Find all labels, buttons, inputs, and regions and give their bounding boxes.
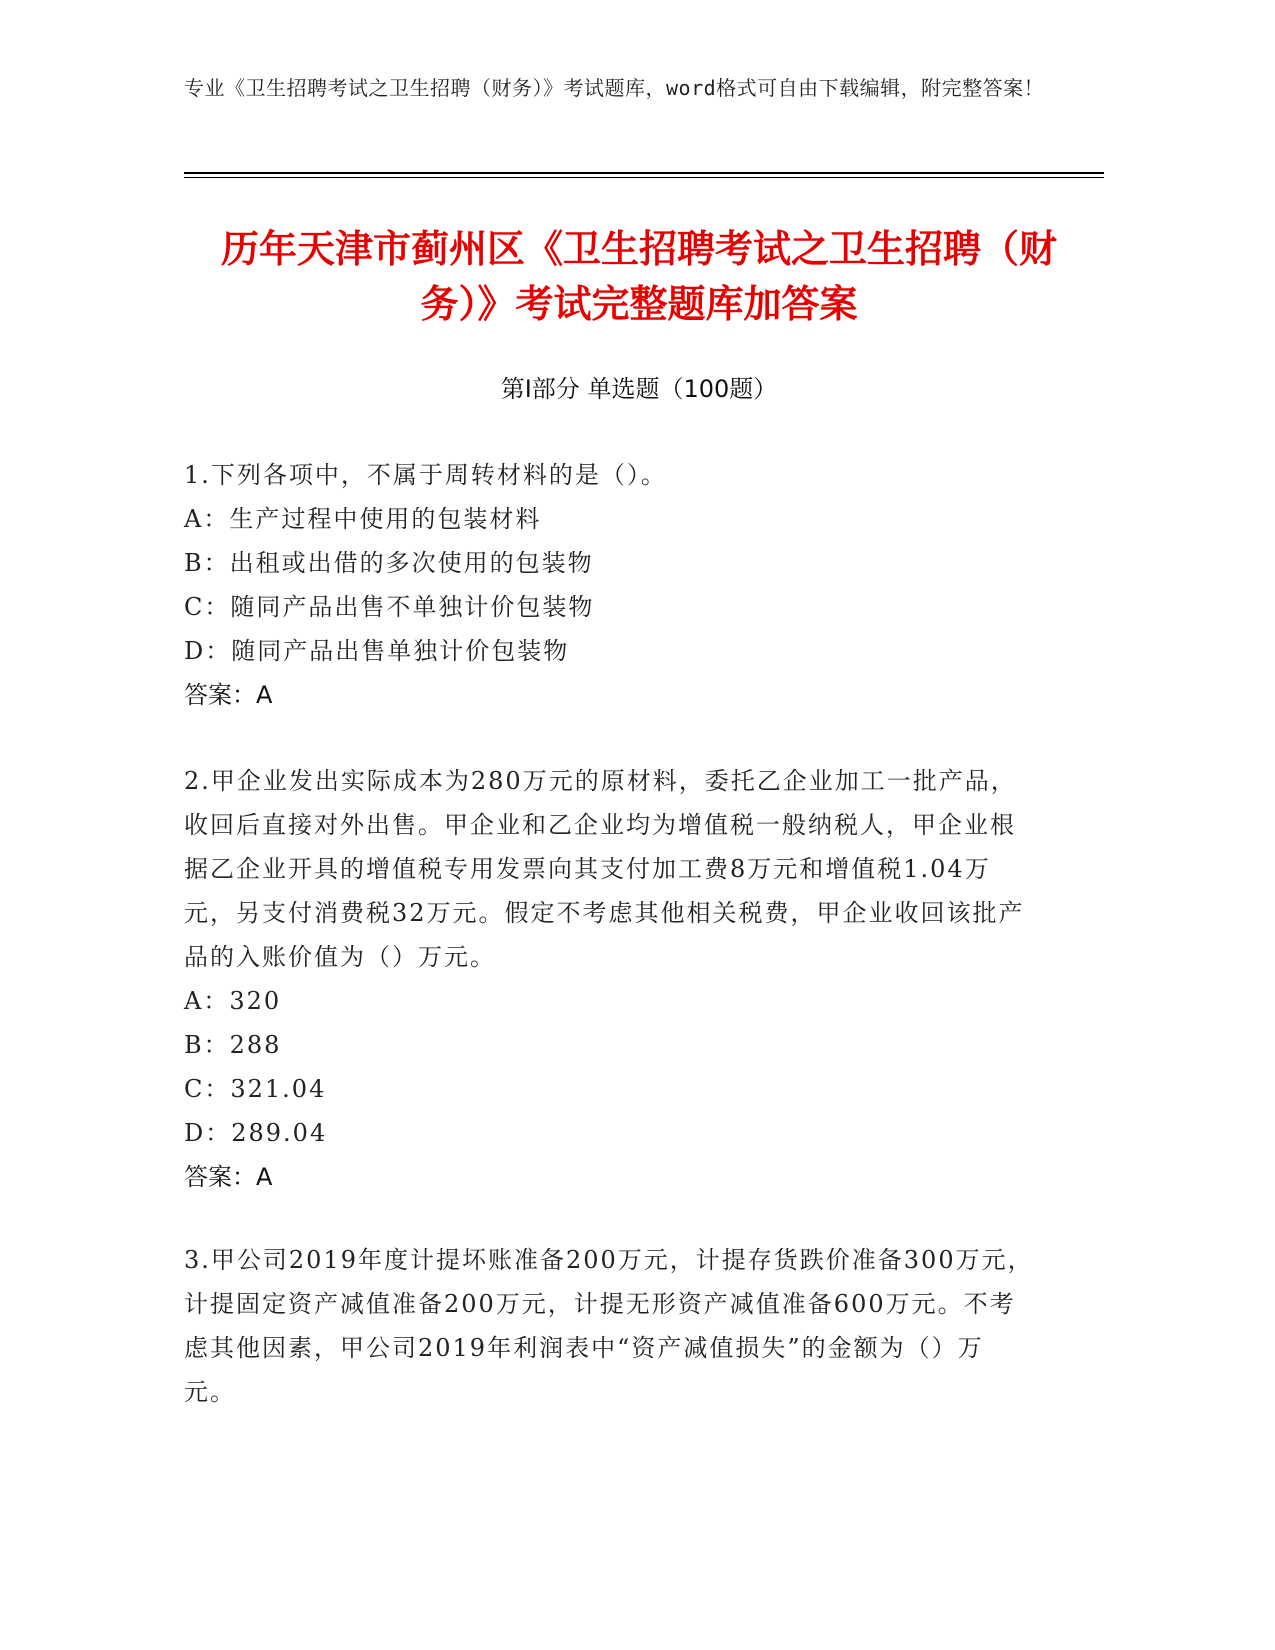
option-b: B：出租或出借的多次使用的包装物 bbox=[184, 549, 594, 577]
header-divider-thick bbox=[184, 172, 1104, 174]
answer: 答案：A bbox=[184, 681, 273, 709]
question-block-2 bbox=[184, 759, 1034, 1199]
option-b: B：288 bbox=[184, 1031, 282, 1059]
question-text: 2.甲企业发出实际成本为280万元的原材料，委托乙企业加工一批产品，收回后直接对外出售。甲企业和乙企业均为增值税一般纳税人，甲企业根据乙企业开具的增值税专用发票向其支付加工费8万元和增值税1.04万元，另支付消费税32万元。假定不考虑其他相关税费，甲企业收回该批产品的入账价值为（）万元。 bbox=[184, 767, 1025, 971]
option-d: D：289.04 bbox=[184, 1119, 328, 1147]
question-block-3 bbox=[184, 1238, 1034, 1414]
section-title: 第Ⅰ部分 单选题（100题） bbox=[500, 375, 778, 403]
header-divider-thin bbox=[184, 177, 1104, 178]
question-text: 1.下列各项中，不属于周转材料的是（）。 bbox=[184, 461, 667, 489]
question-text: 3.甲公司2019年度计提坏账准备200万元，计提存货跌价准备300万元，计提固定资产减值准备200万元，计提无形资产减值准备600万元。不考虑其他因素，甲公司2019年利润表中“资产减值损失”的金额为（）万元。 bbox=[184, 1246, 1034, 1406]
option-a: A：320 bbox=[184, 987, 282, 1015]
answer: 答案：A bbox=[184, 1163, 273, 1191]
question-block-1 bbox=[184, 453, 1034, 717]
option-c: C：随同产品出售不单独计价包装物 bbox=[184, 593, 595, 621]
document-title: 历年天津市蓟州区《卫生招聘考试之卫生招聘（财务）》考试完整题库加答案 bbox=[220, 227, 1057, 326]
option-d: D：随同产品出售单独计价包装物 bbox=[184, 637, 570, 665]
header-note: 专业《卫生招聘考试之卫生招聘（财务）》考试题库，word格式可自由下载编辑，附完整答案！ bbox=[184, 76, 1045, 100]
option-a: A：生产过程中使用的包装材料 bbox=[184, 505, 542, 533]
option-c: C：321.04 bbox=[184, 1075, 327, 1103]
